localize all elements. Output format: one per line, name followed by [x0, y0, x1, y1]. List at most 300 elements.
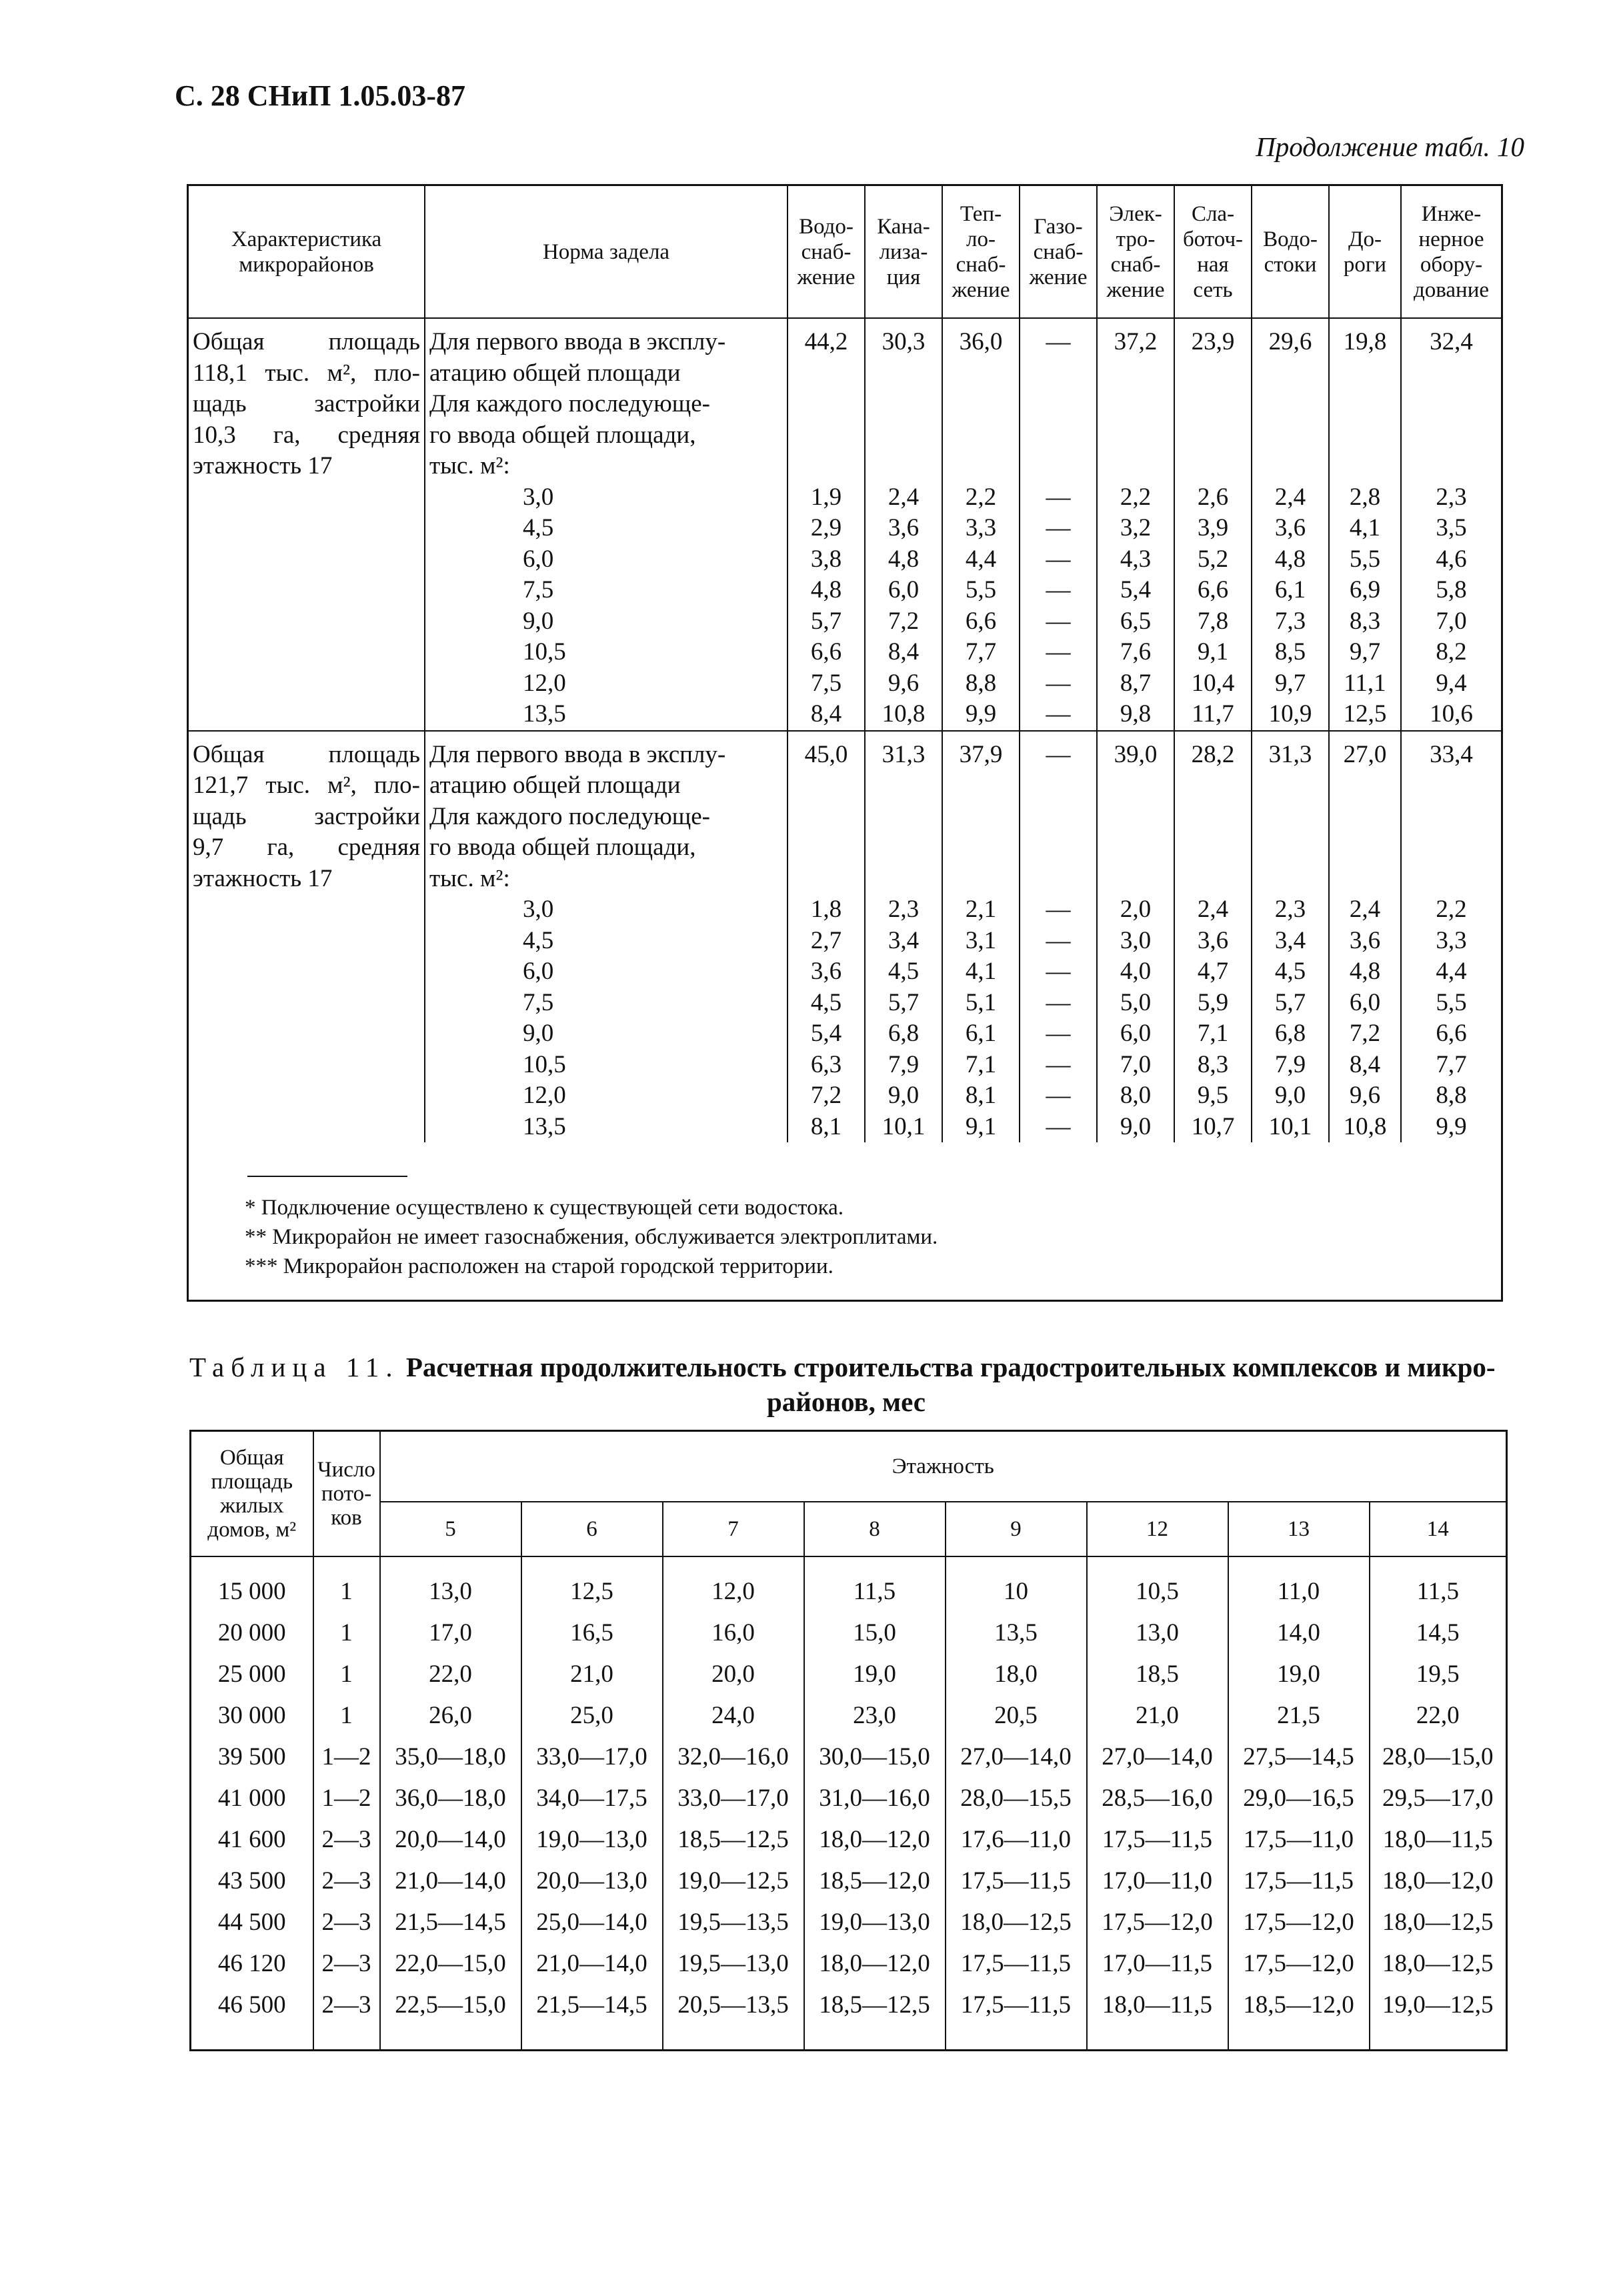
increment-value: 10,1	[882, 1112, 926, 1140]
spacer	[1334, 358, 1396, 482]
table-11-row	[191, 1653, 1507, 1694]
spacer	[1256, 358, 1324, 482]
increment-value: 2,0	[1120, 896, 1152, 923]
description-line: щадь застройки	[193, 802, 420, 830]
duration-cell: 18,0—11,5	[1087, 1984, 1228, 2051]
duration-cell: 11,0	[1228, 1556, 1370, 1612]
value-column	[1401, 318, 1501, 731]
table-10-header-cell: Характеристика микрорайонов	[189, 186, 425, 318]
increment-value: 9,0	[1274, 1082, 1306, 1109]
value-column	[942, 731, 1020, 1143]
increment-value: 8,3	[1197, 1050, 1229, 1078]
increment-value: —	[1046, 576, 1071, 604]
floor-header-cell: 13	[1228, 1502, 1370, 1556]
increment-value: 7,0	[1436, 607, 1467, 635]
increment-value: 1,9	[810, 483, 842, 511]
increment-value: 2,2	[1436, 896, 1467, 923]
duration-cell: 19,0	[1228, 1653, 1370, 1694]
spacer	[1406, 358, 1497, 482]
table-10-header-row	[189, 186, 1501, 318]
duration-cell: 36,0—18,0	[380, 1777, 521, 1819]
duration-cell: 33,0—17,0	[521, 1736, 663, 1777]
duration-cell: 35,0—18,0	[380, 1736, 521, 1777]
first-input-value: 44,2	[804, 328, 848, 355]
duration-cell: 20,0—13,0	[521, 1860, 663, 1901]
increment-value: 3,6	[1274, 514, 1306, 541]
norm-area-value: 6,0	[523, 958, 554, 985]
norm-area-value: 7,5	[523, 576, 554, 604]
increment-value: 6,1	[965, 1020, 997, 1047]
increment-value: 5,5	[965, 576, 997, 604]
duration-cell: 20,5—13,5	[663, 1984, 804, 2051]
description-line: этажность 17	[193, 864, 333, 892]
duration-cell: 16,0	[663, 1612, 804, 1653]
duration-cell: 19,0	[804, 1653, 946, 1694]
duration-cell: 21,0	[521, 1653, 663, 1694]
block-description	[189, 731, 425, 1143]
duration-cell: 12,0	[663, 1556, 804, 1612]
floor-header-cell: 6	[521, 1502, 663, 1556]
increment-value: —	[1046, 545, 1071, 573]
spacer	[1334, 770, 1396, 894]
table-10-header-cell: Водо-стоки	[1252, 186, 1329, 318]
increment-value: 6,1	[1274, 576, 1306, 604]
increment-value: 10,8	[1343, 1112, 1387, 1140]
increment-value: 6,6	[1197, 576, 1229, 604]
increment-value: 4,1	[965, 958, 997, 985]
increment-value: 11,7	[1192, 700, 1234, 728]
duration-cell: 20,0—14,0	[380, 1819, 521, 1860]
increment-value: 4,5	[810, 988, 842, 1016]
first-input-value: 36,0	[959, 328, 1003, 355]
increment-value: 2,1	[965, 896, 997, 923]
duration-cell: 21,0—14,0	[521, 1943, 663, 1984]
norm-area-value: 9,0	[523, 607, 554, 635]
increment-value: 2,3	[1436, 483, 1467, 511]
increment-value: —	[1046, 1050, 1071, 1078]
block-description	[189, 318, 425, 731]
duration-cell: 21,0—14,0	[380, 1860, 521, 1901]
increment-value: 4,5	[1274, 958, 1306, 985]
increment-value: 7,2	[810, 1082, 842, 1109]
duration-cell: 22,0—15,0	[380, 1943, 521, 1984]
increment-value: 9,0	[888, 1082, 920, 1109]
increment-value: 2,9	[810, 514, 842, 541]
first-input-value: 39,0	[1114, 740, 1158, 768]
increment-value: 9,7	[1274, 669, 1306, 697]
increment-value: —	[1046, 1020, 1071, 1047]
area-cell: 43 500	[191, 1860, 313, 1901]
duration-cell: 13,5	[946, 1612, 1087, 1653]
increment-value: 3,3	[1436, 926, 1467, 954]
increment-value: 3,4	[888, 926, 920, 954]
duration-cell: 17,6—11,0	[946, 1819, 1087, 1860]
increment-value: 4,5	[888, 958, 920, 985]
description-line: 121,7 тыс. м², пло-	[193, 772, 420, 799]
increment-value: 6,8	[1274, 1020, 1306, 1047]
increment-value: 2,3	[888, 896, 920, 923]
block-norm	[425, 318, 787, 731]
increment-value: 6,6	[1436, 1020, 1467, 1047]
increment-value: 5,5	[1436, 988, 1467, 1016]
increment-value: 2,8	[1349, 483, 1381, 511]
increment-value: 7,1	[1197, 1020, 1229, 1047]
duration-cell: 18,0—12,0	[1370, 1860, 1507, 1901]
duration-cell: 12,5	[521, 1556, 663, 1612]
table-11-row	[191, 1694, 1507, 1736]
floor-header-cell: 8	[804, 1502, 946, 1556]
increment-value: 8,4	[810, 700, 842, 728]
increment-value: 2,2	[1120, 483, 1152, 511]
norm-area-value: 9,0	[523, 1020, 554, 1047]
increment-value: 5,0	[1120, 988, 1152, 1016]
value-column	[942, 318, 1020, 731]
duration-cell: 17,0	[380, 1612, 521, 1653]
flows-cell: 1—2	[313, 1736, 380, 1777]
duration-cell: 18,0	[946, 1653, 1087, 1694]
duration-cell: 20,0	[663, 1653, 804, 1694]
norm-first-line: атацию общей площади	[429, 772, 681, 799]
area-cell: 46 500	[191, 1984, 313, 2051]
table-10-block-row	[189, 731, 1501, 1143]
duration-cell: 11,5	[804, 1556, 946, 1612]
duration-cell: 21,5	[1228, 1694, 1370, 1736]
table-11-label: Таблица 11.	[189, 1352, 399, 1382]
duration-cell: 19,0—12,5	[663, 1860, 804, 1901]
footnote-rule	[247, 1176, 407, 1177]
duration-cell: 27,0—14,0	[946, 1736, 1087, 1777]
increment-value: 2,2	[965, 483, 997, 511]
increment-value: —	[1046, 638, 1071, 666]
increment-value: 11,1	[1344, 669, 1386, 697]
duration-cell: 27,5—14,5	[1228, 1736, 1370, 1777]
increment-value: —	[1046, 483, 1071, 511]
duration-cell: 17,5—12,0	[1228, 1943, 1370, 1984]
increment-value: —	[1046, 607, 1071, 635]
duration-cell: 17,5—12,0	[1228, 1901, 1370, 1943]
duration-cell: 15,0	[804, 1612, 946, 1653]
increment-value: —	[1046, 514, 1071, 541]
area-cell: 20 000	[191, 1612, 313, 1653]
duration-cell: 19,5—13,5	[663, 1901, 804, 1943]
increment-value: 2,4	[1349, 896, 1381, 923]
norm-area-value: 4,5	[523, 926, 554, 954]
spacer	[792, 770, 860, 894]
value-column	[1252, 731, 1329, 1143]
increment-value: 8,8	[965, 669, 997, 697]
increment-value: 7,7	[1436, 1050, 1467, 1078]
norm-next-line: тыс. м²:	[429, 452, 510, 479]
increment-value: 3,4	[1274, 926, 1306, 954]
norm-first-line: Для первого ввода в эксплу-	[429, 740, 726, 768]
increment-value: 10,8	[882, 700, 926, 728]
duration-cell: 16,5	[521, 1612, 663, 1653]
increment-value: 9,1	[1197, 638, 1229, 666]
increment-value: 8,2	[1436, 638, 1467, 666]
increment-value: 4,4	[1436, 958, 1467, 985]
increment-value: 10,1	[1268, 1112, 1312, 1140]
duration-cell: 19,0—13,0	[804, 1901, 946, 1943]
first-input-value: 45,0	[804, 740, 848, 768]
increment-value: 4,1	[1349, 514, 1381, 541]
duration-cell: 17,5—11,0	[1228, 1819, 1370, 1860]
duration-cell: 19,0—13,0	[521, 1819, 663, 1860]
flows-cell: 1	[313, 1653, 380, 1694]
duration-cell: 17,5—11,5	[946, 1984, 1087, 2051]
duration-cell: 21,5—14,5	[380, 1901, 521, 1943]
norm-area-value: 12,0	[523, 1082, 566, 1109]
table-10-frame	[187, 184, 1503, 1302]
area-cell: 30 000	[191, 1694, 313, 1736]
footnote: *** Микрорайон расположен на старой городской территории.	[245, 1254, 834, 1278]
table-11	[189, 1430, 1508, 2051]
duration-cell: 17,5—11,5	[946, 1943, 1087, 1984]
value-column	[1329, 318, 1401, 731]
duration-cell: 13,0	[380, 1556, 521, 1612]
footnote: * Подключение осуществлено к существующей сети водостока.	[245, 1196, 844, 1220]
norm-next-line: го ввода общей площади,	[429, 834, 696, 861]
increment-value: 6,5	[1120, 607, 1152, 635]
increment-value: 9,4	[1436, 669, 1467, 697]
description-line: Общая площадь	[193, 740, 420, 768]
floor-header-cell: 5	[380, 1502, 521, 1556]
duration-cell: 18,5—12,0	[804, 1860, 946, 1901]
duration-cell: 10,5	[1087, 1556, 1228, 1612]
flows-cell: 1	[313, 1694, 380, 1736]
duration-cell: 27,0—14,0	[1087, 1736, 1228, 1777]
duration-cell: 28,0—15,5	[946, 1777, 1087, 1819]
increment-value: 3,6	[888, 514, 920, 541]
spacer	[947, 770, 1015, 894]
first-input-value: 28,2	[1191, 740, 1235, 768]
increment-value: 12,5	[1343, 700, 1387, 728]
value-column	[1020, 731, 1097, 1143]
footnotes	[245, 1193, 938, 1281]
flows-cell: 1	[313, 1612, 380, 1653]
increment-value: 8,3	[1349, 607, 1381, 635]
increment-value: 9,9	[1436, 1112, 1467, 1140]
increment-value: 7,2	[888, 607, 920, 635]
norm-area-value: 13,5	[523, 700, 566, 728]
duration-cell: 10	[946, 1556, 1087, 1612]
value-column	[1097, 731, 1174, 1143]
increment-value: 5,7	[1274, 988, 1306, 1016]
duration-cell: 28,0—15,0	[1370, 1736, 1507, 1777]
value-column	[865, 731, 942, 1143]
increment-value: 3,1	[965, 926, 997, 954]
duration-cell: 25,0	[521, 1694, 663, 1736]
floor-header-cell: 9	[946, 1502, 1087, 1556]
duration-cell: 11,5	[1370, 1556, 1507, 1612]
value-column	[1401, 731, 1501, 1143]
first-input-value: 31,3	[882, 740, 926, 768]
norm-area-value: 3,0	[523, 896, 554, 923]
area-cell: 46 120	[191, 1943, 313, 1984]
footnote: ** Микрорайон не имеет газоснабжения, обслуживается электроплитами.	[245, 1225, 938, 1249]
increment-value: —	[1046, 958, 1071, 985]
table-10-header-cell: До-роги	[1329, 186, 1401, 318]
table-10-header-cell: Элек-тро-снаб-жение	[1097, 186, 1174, 318]
increment-value: 8,1	[810, 1112, 842, 1140]
increment-value: 7,2	[1349, 1020, 1381, 1047]
first-input-value: 27,0	[1343, 740, 1387, 768]
increment-value: 5,5	[1349, 545, 1381, 573]
increment-value: 3,6	[810, 958, 842, 985]
area-cell: 39 500	[191, 1736, 313, 1777]
table-11-row	[191, 1819, 1507, 1860]
increment-value: 10,7	[1191, 1112, 1235, 1140]
floor-header-cell: 7	[663, 1502, 804, 1556]
increment-value: 4,8	[1349, 958, 1381, 985]
increment-value: 8,4	[1349, 1050, 1381, 1078]
value-column	[1329, 731, 1401, 1143]
increment-value: 5,4	[810, 1020, 842, 1047]
duration-cell: 18,5—12,5	[663, 1819, 804, 1860]
first-input-value: —	[1046, 740, 1071, 768]
increment-value: 4,6	[1436, 545, 1467, 573]
table-10-block-row	[189, 318, 1501, 731]
value-column	[1252, 318, 1329, 731]
norm-area-value: 4,5	[523, 514, 554, 541]
floor-header-cell: 12	[1087, 1502, 1228, 1556]
flows-cell: 2—3	[313, 1860, 380, 1901]
duration-cell: 19,0—12,5	[1370, 1984, 1507, 2051]
header-area: Общая площадь жилых домов, м²	[191, 1431, 313, 1557]
table-10-header-cell: Водо-снаб-жение	[787, 186, 865, 318]
increment-value: 4,8	[888, 545, 920, 573]
increment-value: 10,4	[1191, 669, 1235, 697]
description-line: щадь застройки	[193, 390, 420, 417]
increment-value: 9,0	[1120, 1112, 1152, 1140]
increment-value: 5,9	[1197, 988, 1229, 1016]
page-header: С. 28 СНиП 1.05.03-87	[175, 79, 466, 112]
increment-value: 6,0	[1120, 1020, 1152, 1047]
table-11-row	[191, 1612, 1507, 1653]
increment-value: 5,1	[965, 988, 997, 1016]
increment-value: 3,2	[1120, 514, 1152, 541]
increment-value: 6,0	[1349, 988, 1381, 1016]
flows-cell: 1—2	[313, 1777, 380, 1819]
duration-cell: 20,5	[946, 1694, 1087, 1736]
value-column	[865, 318, 942, 731]
increment-value: 5,7	[810, 607, 842, 635]
duration-cell: 22,0	[1370, 1694, 1507, 1736]
area-cell: 41 600	[191, 1819, 313, 1860]
first-input-value: 32,4	[1430, 328, 1473, 355]
duration-cell: 25,0—14,0	[521, 1901, 663, 1943]
duration-cell: 23,0	[804, 1694, 946, 1736]
increment-value: 4,0	[1120, 958, 1152, 985]
duration-cell: 17,0—11,0	[1087, 1860, 1228, 1901]
duration-cell: 18,0—12,0	[804, 1819, 946, 1860]
increment-value: 9,6	[1349, 1082, 1381, 1109]
increment-value: 10,9	[1268, 700, 1312, 728]
increment-value: 3,5	[1436, 514, 1467, 541]
description-line: Общая площадь	[193, 328, 420, 355]
norm-area-value: 6,0	[523, 545, 554, 573]
spacer	[1179, 770, 1247, 894]
increment-value: 4,7	[1197, 958, 1229, 985]
duration-cell: 18,5—12,0	[1228, 1984, 1370, 2051]
norm-next-line: го ввода общей площади,	[429, 421, 696, 449]
value-column	[1174, 318, 1252, 731]
norm-area-value: 7,5	[523, 988, 554, 1016]
duration-cell: 26,0	[380, 1694, 521, 1736]
duration-cell: 14,0	[1228, 1612, 1370, 1653]
table-11-header-row-2	[191, 1502, 1507, 1556]
flows-cell: 1	[313, 1556, 380, 1612]
block-norm	[425, 731, 787, 1143]
norm-area-value: 10,5	[523, 1050, 566, 1078]
duration-cell: 30,0—15,0	[804, 1736, 946, 1777]
duration-cell: 22,5—15,0	[380, 1984, 521, 2051]
increment-value: 7,6	[1120, 638, 1152, 666]
first-input-value: 29,6	[1268, 328, 1312, 355]
duration-cell: 17,5—11,5	[946, 1860, 1087, 1901]
increment-value: 8,0	[1120, 1082, 1152, 1109]
value-column	[1020, 318, 1097, 731]
spacer	[1102, 770, 1170, 894]
increment-value: 6,0	[888, 576, 920, 604]
norm-first-line: атацию общей площади	[429, 359, 681, 387]
spacer	[870, 770, 938, 894]
table-11-caption	[189, 1350, 1503, 1419]
increment-value: 8,7	[1120, 669, 1152, 697]
spacer	[1406, 770, 1497, 894]
floor-header-cell: 14	[1370, 1502, 1507, 1556]
norm-area-value: 12,0	[523, 669, 566, 697]
norm-first-line: Для первого ввода в эксплу-	[429, 328, 726, 355]
increment-value: 5,2	[1197, 545, 1229, 573]
duration-cell: 17,5—12,0	[1087, 1901, 1228, 1943]
duration-cell: 34,0—17,5	[521, 1777, 663, 1819]
increment-value: 3,8	[810, 545, 842, 573]
increment-value: 8,8	[1436, 1082, 1467, 1109]
flows-cell: 2—3	[313, 1984, 380, 2051]
increment-value: 6,6	[810, 638, 842, 666]
norm-next-line: тыс. м²:	[429, 864, 510, 892]
increment-value: 9,5	[1197, 1082, 1229, 1109]
increment-value: 7,3	[1274, 607, 1306, 635]
duration-cell: 22,0	[380, 1653, 521, 1694]
duration-cell: 17,5—11,5	[1087, 1819, 1228, 1860]
increment-value: 6,9	[1349, 576, 1381, 604]
table-11-row	[191, 1901, 1507, 1943]
duration-cell: 28,5—16,0	[1087, 1777, 1228, 1819]
increment-value: 3,3	[965, 514, 997, 541]
header-flows: Число пото-ков	[313, 1431, 380, 1557]
area-cell: 15 000	[191, 1556, 313, 1612]
flows-cell: 2—3	[313, 1819, 380, 1860]
flows-cell: 2—3	[313, 1943, 380, 1984]
increment-value: 7,0	[1120, 1050, 1152, 1078]
increment-value: 5,8	[1436, 576, 1467, 604]
increment-value: —	[1046, 1112, 1071, 1140]
first-input-value: 30,3	[882, 328, 926, 355]
duration-cell: 19,5—13,0	[663, 1943, 804, 1984]
norm-area-value: 10,5	[523, 638, 566, 666]
norm-area-value: 13,5	[523, 1112, 566, 1140]
table-10-header-cell: Сла-боточ-ная сеть	[1174, 186, 1252, 318]
first-input-value: 23,9	[1191, 328, 1235, 355]
duration-cell: 14,5	[1370, 1612, 1507, 1653]
increment-value: 5,7	[888, 988, 920, 1016]
first-input-value: —	[1046, 328, 1071, 355]
duration-cell: 18,5—12,5	[804, 1984, 946, 2051]
description-line: 9,7 га, средняя	[193, 834, 420, 861]
duration-cell: 29,5—17,0	[1370, 1777, 1507, 1819]
spacer	[1024, 770, 1092, 894]
